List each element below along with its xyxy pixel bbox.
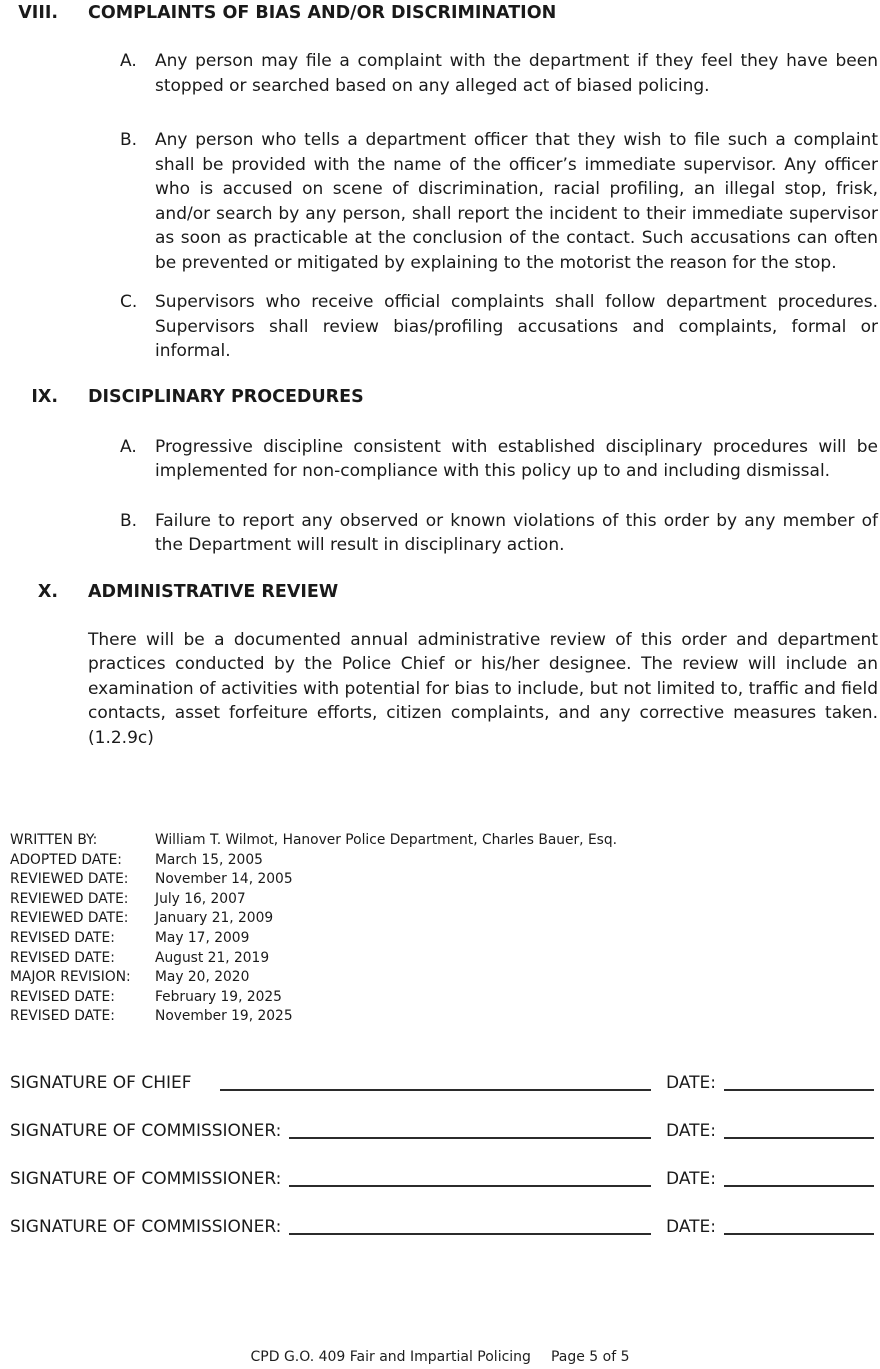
date-label: DATE: [666, 1073, 716, 1093]
list-item-marker: B. [120, 510, 138, 531]
footer-page-number: Page 5 of 5 [550, 1349, 630, 1365]
signature-row [10, 1216, 874, 1238]
list-item-text: Failure to report any observed or known violations of this order by any member of the Department will result in disciplinary action. [155, 510, 878, 555]
signature-label: SIGNATURE OF COMMISSIONER: [10, 1121, 282, 1141]
list-item [120, 49, 878, 98]
history-value: July 16, 2007 [155, 890, 246, 907]
section-heading-viii [0, 2, 880, 25]
history-row [10, 1007, 870, 1027]
list-item [120, 290, 878, 364]
list-item-marker: B. [120, 130, 138, 150]
section-numeral: VIII. [18, 3, 58, 23]
signature-line [289, 1183, 651, 1187]
section-numeral: X. [37, 581, 58, 602]
history-value: May 20, 2020 [155, 969, 250, 986]
history-label: REVIEWED DATE: [10, 890, 129, 907]
history-value: November 19, 2025 [155, 1008, 293, 1025]
date-label: DATE: [666, 1217, 716, 1237]
section-title: DISCIPLINARY PROCEDURES [88, 386, 364, 407]
signature-label: SIGNATURE OF COMMISSIONER: [10, 1217, 282, 1237]
history-value: March 15, 2005 [155, 851, 263, 868]
history-label: REVISED DATE: [10, 988, 115, 1005]
history-label: REVISED DATE: [10, 929, 115, 946]
section-paragraph: There will be a documented annual administrative review of this order and department practices conducted by the Police Chief or his/her designee. The review will include an examination of activities with potential for bias to include, but not limited to, traffic and field contacts, asset forfeiture efforts, citizen complaints, and any corrective measures taken. (1.2.9c) [88, 629, 878, 748]
signature-label: SIGNATURE OF CHIEF [10, 1073, 192, 1093]
history-row [10, 851, 870, 871]
list-item-marker: A. [120, 436, 137, 457]
list-item [120, 509, 878, 558]
history-value: May 17, 2009 [155, 929, 250, 946]
signature-block [10, 1072, 874, 1238]
signature-line [220, 1087, 651, 1091]
list-item [120, 435, 878, 484]
date-line [724, 1231, 874, 1235]
history-label: REVISED DATE: [10, 949, 115, 966]
history-row [10, 988, 870, 1008]
history-value: February 19, 2025 [155, 988, 282, 1005]
history-label: REVISED DATE: [10, 1008, 115, 1025]
signature-line [289, 1135, 651, 1139]
page-footer [0, 1348, 880, 1366]
section-numeral: IX. [31, 386, 58, 407]
list-item-text: Any person who tells a department officer that they wish to file such a complaint shall be provided with the name of the officer’s immediate supervisor. Any officer who is accused on scene of discrimination, racial profiling, an illegal stop, frisk, and/or search by any person, shall report the incident to their immediate supervisor as soon as practicable at the conclusion of the contact. Such accusations can often be prevented or mitigated by explaining to the motorist the reason for the stop. [155, 130, 878, 273]
history-value: William T. Wilmot, Hanover Police Department, Charles Bauer, Esq. [155, 832, 618, 848]
signature-row [10, 1168, 874, 1190]
history-value: August 21, 2019 [155, 949, 270, 966]
history-label: WRITTEN BY: [10, 832, 98, 848]
history-label: MAJOR REVISION: [10, 969, 131, 986]
history-row [10, 968, 870, 988]
list-item [120, 128, 878, 275]
section-title: ADMINISTRATIVE REVIEW [88, 581, 339, 602]
history-label: REVIEWED DATE: [10, 871, 129, 888]
history-row [10, 870, 870, 890]
history-label: REVIEWED DATE: [10, 910, 129, 927]
list-item-marker: A. [120, 51, 137, 71]
date-line [724, 1183, 874, 1187]
history-label: ADOPTED DATE: [10, 851, 122, 868]
signature-label: SIGNATURE OF COMMISSIONER: [10, 1169, 282, 1189]
list-item-text: Any person may file a complaint with the department if they feel they have been stopped or searched based on any alleged act of biased policing. [155, 51, 878, 96]
section-title: COMPLAINTS OF BIAS AND/OR DISCRIMINATION [88, 3, 557, 23]
history-row [10, 929, 870, 949]
footer-text: CPD G.O. 409 Fair and Impartial Policing [250, 1349, 531, 1365]
history-row [10, 909, 870, 929]
history-row [10, 949, 870, 969]
date-label: DATE: [666, 1169, 716, 1189]
signature-row [10, 1120, 874, 1142]
history-row [10, 831, 870, 851]
history-value: November 14, 2005 [155, 871, 293, 888]
list-item-marker: C. [120, 292, 138, 312]
signature-line [289, 1231, 651, 1235]
list-item-text: Supervisors who receive official complaints shall follow department procedures. Supervisors shall review bias/profiling accusations and complaints, formal or informal. [155, 292, 878, 361]
date-line [724, 1087, 874, 1091]
signature-row [10, 1072, 874, 1094]
history-value: January 21, 2009 [155, 910, 274, 927]
date-line [724, 1135, 874, 1139]
list-item-text: Progressive discipline consistent with established disciplinary procedures will be implemented for non-compliance with this policy up to and including dismissal. [155, 436, 878, 481]
section-heading-ix [0, 386, 880, 409]
history-row [10, 890, 870, 910]
section-heading-x [0, 581, 880, 604]
revision-history [10, 831, 870, 1027]
date-label: DATE: [666, 1121, 716, 1141]
